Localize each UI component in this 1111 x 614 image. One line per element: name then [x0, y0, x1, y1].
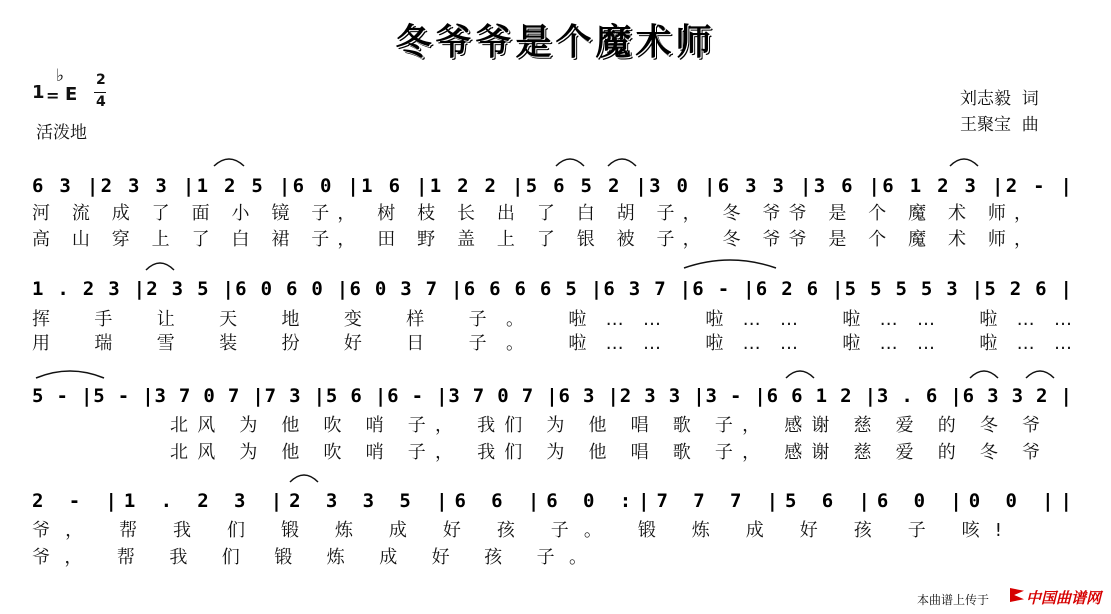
lyrics-row-1-verse-1: 河 流 成 了 面 小 镜 子， 树 枝 长 出 了 白 胡 子， 冬 爷爷 是 个 魔 术 师，	[32, 203, 1032, 224]
lyrics-row-1-verse-2: 高 山 穿 上 了 白 裙 子， 田 野 盖 上 了 银 被 子， 冬 爷爷 是 个 魔 术 师，	[32, 229, 1032, 250]
notes-row-2: 1 . 2 3 |2 3 5 |6 0 6 0 |6 0 3 7 |6 6 6 6 5 |6 3 7 |6 - |6 2 6 |5 5 5 5 3 |5 2 6 |	[32, 278, 1072, 300]
slur	[970, 371, 998, 378]
lyrics-row-3-verse-2: 北风 为 他 吹 哨 子， 我们 为 他 唱 歌 子， 感谢 慈 爱 的 冬 爷	[170, 442, 1040, 463]
lyrics-row-4-verse-1: 爷， 帮 我 们 锻 炼 成 好 孩 子。 锻 炼 成 好 孩 子 咳!	[32, 520, 1002, 541]
slur	[786, 371, 814, 378]
slur	[608, 159, 636, 166]
notes-row-1: 6 3 |2 3 3 |1 2 5 |6 0 |1 6 |1 2 2 |5 6 5 2 |3 0 |6 3 3 |3 6 |6 1 2 3 |2 - |	[32, 175, 1072, 197]
tie	[684, 260, 776, 268]
slur	[146, 263, 174, 270]
composer-credit: 王聚宝 曲	[960, 115, 1039, 135]
tie	[36, 371, 104, 378]
slur	[214, 159, 244, 166]
key-note: E	[65, 84, 78, 105]
slur	[290, 475, 318, 482]
time-signature-bottom: 4	[96, 94, 106, 110]
lyrics-row-4-verse-2: 爷， 帮 我 们 锻 炼 成 好 孩 子。	[32, 547, 588, 568]
lyrics-row-3-verse-1: 北风 为 他 吹 哨 子， 我们 为 他 唱 歌 子， 感谢 慈 爱 的 冬 爷	[170, 415, 1040, 436]
score-row-2	[32, 260, 1072, 354]
notes-row-3: 5 - |5 - |3 7 0 7 |7 3 |5 6 |6 - |3 7 0 7 |6 3 |2 3 3 |3 - |6 6 1 2 |3 . 6 |6 3 3 2 |	[32, 385, 1072, 407]
lyrics-row-2-verse-2: 用 瑞 雪 装 扮 好 日 子。 啦…… 啦…… 啦…… 啦……	[32, 333, 1073, 354]
slur	[1026, 371, 1054, 378]
footer-upload-note: 本曲谱上传于	[917, 593, 990, 607]
page-title: 冬爷爷是个魔术师	[395, 22, 716, 63]
key-flat-sign: ♭	[56, 66, 65, 86]
slur	[556, 159, 584, 166]
key-do: 1	[32, 82, 45, 103]
site-logo-text[interactable]: 中国曲谱网	[1026, 589, 1102, 607]
score-row-4	[32, 475, 1072, 568]
tempo-marking: 活泼地	[36, 123, 87, 143]
score-row-3	[32, 371, 1072, 463]
key-equals: =	[46, 86, 60, 105]
slur	[950, 159, 978, 166]
time-signature-top: 2	[96, 72, 106, 88]
notes-row-4: 2 - |1 . 2 3 |2 3 3 5 |6 6 |6 0 :|7 7 7 |5 6 |6 0 |0 0 ||	[32, 490, 1073, 512]
score-row-1	[32, 159, 1072, 250]
lyricist-credit: 刘志毅 词	[960, 89, 1039, 109]
lyrics-row-2-verse-1: 挥 手 让 天 地 变 样 子。 啦…… 啦…… 啦…… 啦……	[32, 309, 1073, 330]
